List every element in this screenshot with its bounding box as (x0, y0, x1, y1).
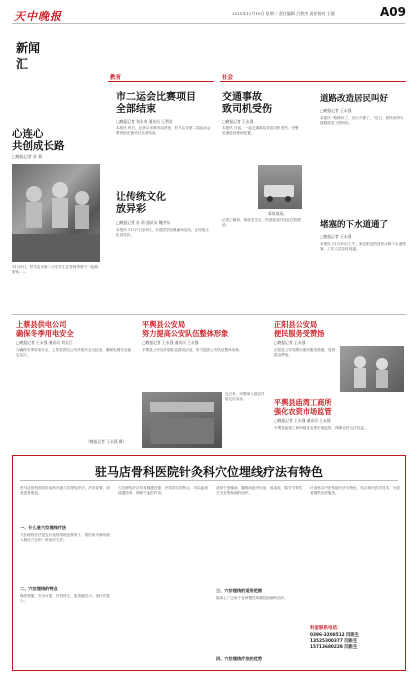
article-a5-byline: □晚报记者 王永强 (320, 234, 352, 239)
bottom-headline: 驻马店骨科医院针灸科穴位埋线疗法有特色 (94, 465, 323, 479)
article-a3-photo (258, 165, 302, 209)
article-a4-body: 本报讯 "路修好了，出行方便了。"近日，居民纷纷为道路改造工程叫好。 (320, 116, 404, 126)
left-feature-title-line2: 共创成长路 (12, 140, 65, 152)
article-a1-byline: □晚报记者 刘永奇 通讯员 王利君 (116, 119, 173, 124)
article-a5-body: 本报讯 11月10日上午，家住附近的居民反映下水道堵塞，工作人员及时疏通。 (320, 242, 406, 252)
article-a2-body: 本报讯 11月7日至8日，开展国学经典诵读活动，让传统文化放异彩。 (116, 228, 209, 238)
bottom-col3-body-2: 临床上广泛用于各种慢性疼痛性疾病的治疗。 (216, 596, 288, 600)
mid-b2-photo (142, 392, 222, 448)
mid-b2-body: 平舆县公安局开展队伍建设活动，努力提高公安队伍整体形象。 (142, 348, 243, 352)
header-rule (12, 23, 405, 24)
article-a3-title (222, 92, 272, 116)
col-rule-edu (108, 81, 214, 82)
mid-b3-byline: □晚报记者 王永强 (274, 340, 306, 345)
article-a1-title-line2: 全部结束 (116, 104, 156, 115)
mid-b2-title-line1: 平舆县公安局 (142, 320, 186, 329)
article-a3-body: 本报讯 日前，一起交通事故导致司机受伤，民警迅速赶到现场处置。 (222, 126, 299, 136)
mid-b4-byline: □晚报记者 王永强 通讯员 王永强 (274, 418, 331, 423)
bottom-col1-intro: 驻马店骨科医院针灸科开展穴位埋线疗法，疗效显著，深受患者欢迎。 (20, 486, 110, 496)
mid-b2-photo-text: 连日来，民警深入基层开展走访活动。 (225, 392, 265, 402)
bottom-col3-body: 适用于颈椎病、腰椎间盘突出症、肩周炎、膝关节骨性关节炎等疾病的治疗。 (216, 486, 303, 496)
article-a2-title (116, 192, 166, 216)
mid-b1-title-line1: 上蔡县供电公司 (16, 320, 67, 329)
article-a3-title-line1: 交通事故 (222, 92, 262, 103)
left-feature-title-line1: 心连心 (12, 128, 44, 140)
mid-b1-body: 为确保冬季用电安全，上蔡县供电公司开展安全大检查，确保电网安全稳定运行。 (16, 348, 131, 358)
mid-b3-body: 正阳县公安局推出便民服务措施，受到群众赞扬。 (274, 348, 336, 358)
mid-b2-title (142, 320, 228, 338)
mid-b3-title-line2: 便民服务受赞扬 (274, 329, 325, 338)
mid-b3-title-line1: 正阳县公安局 (274, 320, 318, 329)
article-a1-body: 本报讯 昨日，记者从市教育局获悉，驻马店市第二届运动会教育组比赛项目全部结束。 (116, 126, 211, 136)
mid-row-top-rule (12, 314, 406, 315)
article-a2-title-line2: 放异彩 (116, 204, 146, 215)
col-label-edu: 教育 (110, 75, 122, 81)
bottom-col2-body: 穴位埋线疗法具有刺激性强、疗效持久的特点，可以起到疏通经络、调和气血的作用。 (118, 486, 208, 496)
mid-b4-title-line1: 平舆县庙湾工商所 (274, 398, 332, 407)
article-a3-photo-caption: 事故现场。 (268, 211, 287, 216)
bottom-col1-body: 穴位埋线疗法是在针灸经络理论指导下，将医用羊肠线埋入相应穴位的一种治疗方法。 (20, 533, 110, 543)
article-a1-title-line1: 市二运会比赛项目 (116, 92, 196, 103)
mid-b4-title-line2: 强化农资市场监管 (274, 407, 332, 416)
bottom-col1-body-2: 操作简便，安全可靠，疗效持久，患者痛苦小，治疗次数少。 (20, 594, 110, 604)
article-a4-title: 道路改造居民叫好 (320, 94, 389, 104)
bottom-subhead-1: 一、什么是穴位埋线疗法 (20, 525, 67, 530)
col-label-society: 社会 (222, 75, 234, 81)
mid-b3-photo (340, 346, 404, 392)
article-a4-byline: □晚报记者 王永强 (320, 108, 352, 113)
mid-b1-title-line2: 确保冬季用电安全 (16, 329, 74, 338)
mid-b3-title (274, 320, 324, 338)
page-number: A09 (380, 5, 406, 19)
article-a5-title: 堵塞的下水道通了 (320, 220, 389, 230)
bottom-subhead-3: 三、穴位埋线的适用范围 (216, 588, 263, 593)
mid-b4-body: 平舆县庙湾工商所强化农资市场监管，保障农民合法权益。 (274, 426, 368, 430)
section-name-line1: 新闻 (16, 41, 41, 55)
section-name (16, 40, 40, 72)
header-date-line: 2015年11月10日 星期二 责任编辑 吕豪杰 责任校对 王强 (232, 11, 335, 16)
article-a3-byline: □晚报记者 王永强 (222, 119, 254, 124)
left-feature-byline: □晚报记者 苏 莉 (12, 154, 43, 159)
mid-b2-title-line2: 努力提高公安队伍整体形象 (142, 329, 229, 338)
article-a1-title (116, 92, 196, 116)
left-feature-photo (12, 164, 100, 262)
bottom-subhead-2: 二、穴位埋线的特点 (20, 586, 58, 591)
left-feature-caption: 11月9日，驻马店市第二小学学生在老师带领下一起做游戏…… (12, 265, 98, 275)
mid-b2-byline: □晚报记者 王永强 通讯员 王永强 (142, 340, 199, 345)
bottom-last-line: 四、穴位埋线疗法的优势 (216, 656, 263, 661)
left-feature-title (12, 128, 65, 152)
bottom-contact-title: 科室联系电话： (310, 626, 342, 631)
section-name-line2: 汇 (16, 57, 29, 71)
article-a3-title-line2: 致司机受伤 (222, 104, 272, 115)
mid-b1-byline: □晚报记者 王永强 通讯员 刘长江 (16, 340, 73, 345)
mid-b1-title (16, 320, 74, 338)
article-a2-byline: □晚报记者 苏 莉 通讯员 魏洪东 (116, 220, 170, 225)
mid-b4-title (274, 398, 332, 416)
col-rule-society (220, 81, 406, 82)
bottom-phone-2: 13525300377 闫医生 (310, 639, 358, 644)
bottom-headline-rule (20, 480, 398, 481)
bottom-phone-3: 15713680228 闫医生 (310, 645, 358, 650)
article-a3-body-2: 记者了解到，事故发生后，伤者被及时送往医院救治。 (222, 218, 302, 228)
bottom-phone-1: 0396-3208512 闫医生 (310, 633, 360, 638)
masthead-logo: 天中晚报 (14, 10, 62, 23)
bottom-phone-list (310, 633, 359, 651)
article-a2-title-line1: 让传统文化 (116, 192, 166, 203)
bottom-col4-body: 针灸科以中医传统疗法为特色，结合现代医学技术，为患者提供优质服务。 (310, 486, 400, 496)
mid-photo-caption: （晚报记者 王永强 摄） (86, 439, 127, 444)
